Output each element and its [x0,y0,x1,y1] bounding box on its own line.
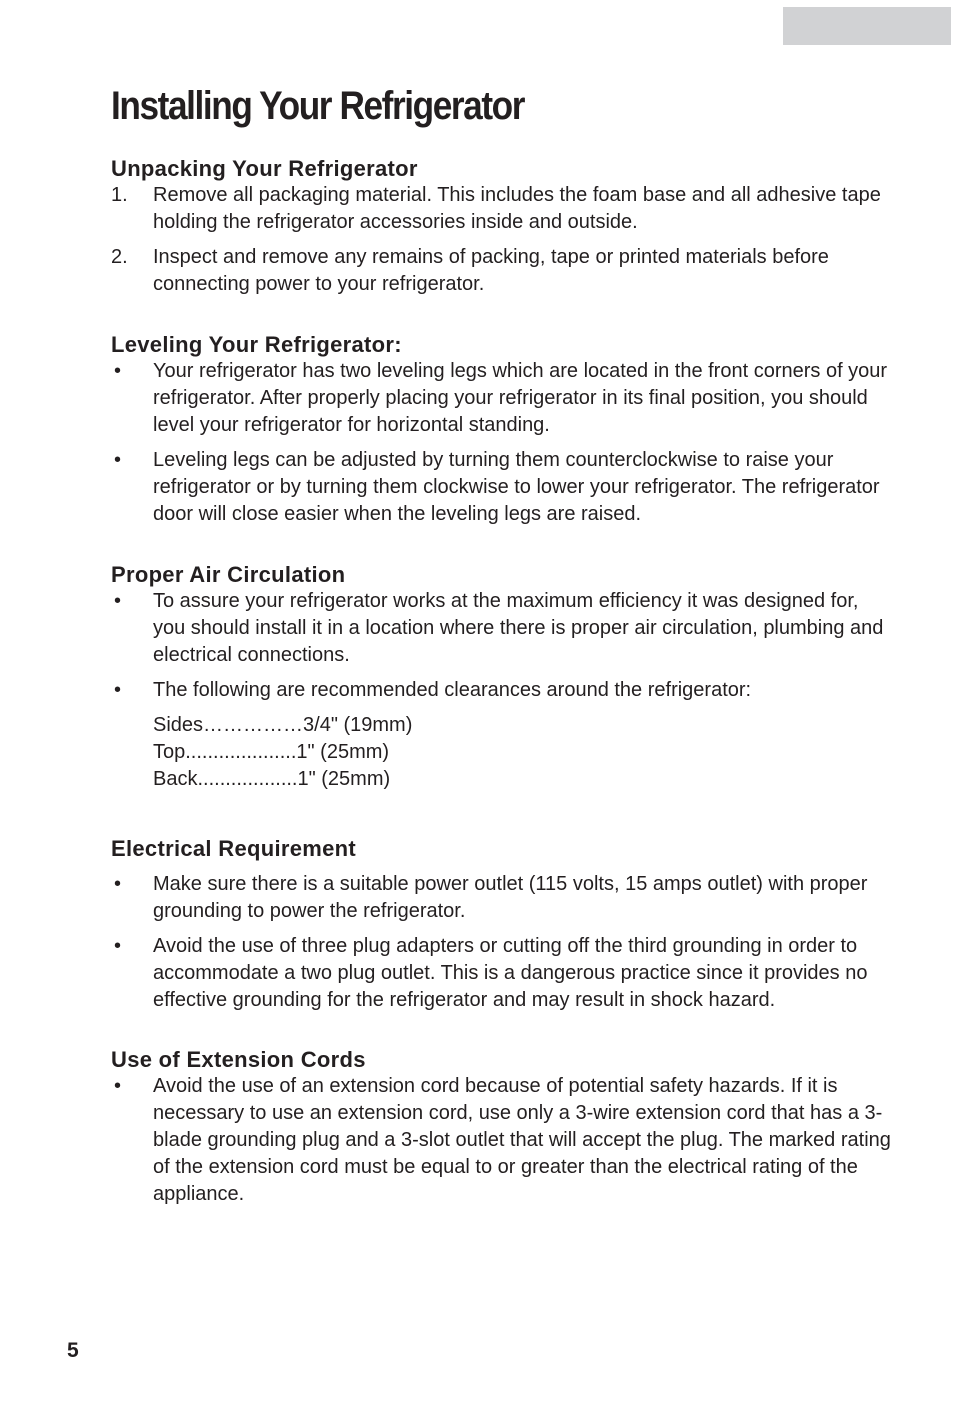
section-leveling [111,331,891,528]
list-marker: 2. [111,246,128,268]
clearances-list [111,712,891,793]
corner-tab [783,7,951,45]
section-heading: Electrical Requirement [111,836,357,861]
section-heading: Use of Extension Cords [111,1047,366,1072]
section-extension-cords [111,1046,891,1208]
list-item [111,244,891,298]
list-item-text: Make sure there is a suitable power outlet (115 volts, 15 amps outlet) with proper grounding to power the refrigerator. [153,873,868,922]
list-item-text: Leveling legs can be adjusted by turning them counterclockwise to raise your refrigerator or by turning them clockwise to lower your refrigerator. The refrigerator door will close easier when the leveling legs are raised. [153,449,880,525]
clearance-top: Top....................1" (25mm) [153,741,390,763]
list-item-text: Remove all packaging material. This includes the foam base and all adhesive tape holding the refrigerator accessories inside and outside. [153,184,881,233]
list-item [111,933,891,1014]
list-item-text: Inspect and remove any remains of packing, tape or printed materials before connecting power to your refrigerator. [153,246,829,295]
page-number: 5 [67,1339,79,1362]
list-item-text: The following are recommended clearances around the refrigerator: [153,679,752,701]
list-item [111,871,891,925]
bullet-icon: • [114,1075,122,1097]
section-heading: Unpacking Your Refrigerator [111,156,418,181]
bullet-icon: • [114,935,122,957]
clearance-back: Back..................1" (25mm) [153,768,391,790]
list-item-text: Avoid the use of an extension cord because of potential safety hazards. If it is necessary to use an extension cord, use only a 3-wire extension cord that has a 3-blade grounding plug and a 3-slot outlet that will accept the plug. The marked rating of the extension cord must be equal to or greater than the electrical rating of the appliance. [153,1075,891,1205]
list-item [111,447,891,528]
section-unpacking [111,155,891,298]
list-item-text: Avoid the use of three plug adapters or cutting off the third grounding in order to accommodate a two plug outlet. This is a dangerous practice since it provides no effective grounding for the refrigerator and may result in shock hazard. [153,935,868,1011]
section-electrical [111,835,891,1014]
list-item [111,677,891,704]
section-heading: Proper Air Circulation [111,562,346,587]
page-title: Installing Your Refrigerator [111,84,525,128]
bullet-icon: • [114,679,122,701]
list-item [111,358,891,439]
list-item-text: To assure your refrigerator works at the maximum efficiency it was designed for, you should install it in a location where there is proper air circulation, plumbing and electrical connections. [153,590,884,666]
section-heading: Leveling Your Refrigerator: [111,332,402,357]
clearance-sides: Sides……………3/4" (19mm) [153,714,413,736]
list-marker: 1. [111,184,128,206]
list-item [111,182,891,236]
section-air-circulation [111,561,891,793]
list-item [111,1073,891,1208]
list-item-text: Your refrigerator has two leveling legs which are located in the front corners of your refrigerator. After properly placing your refrigerator in its final position, you should level your refrigerator for horizontal standing. [153,360,888,436]
bullet-icon: • [114,360,122,382]
bullet-icon: • [114,873,122,895]
bullet-icon: • [114,449,122,471]
bullet-icon: • [114,590,122,612]
list-item [111,588,891,669]
